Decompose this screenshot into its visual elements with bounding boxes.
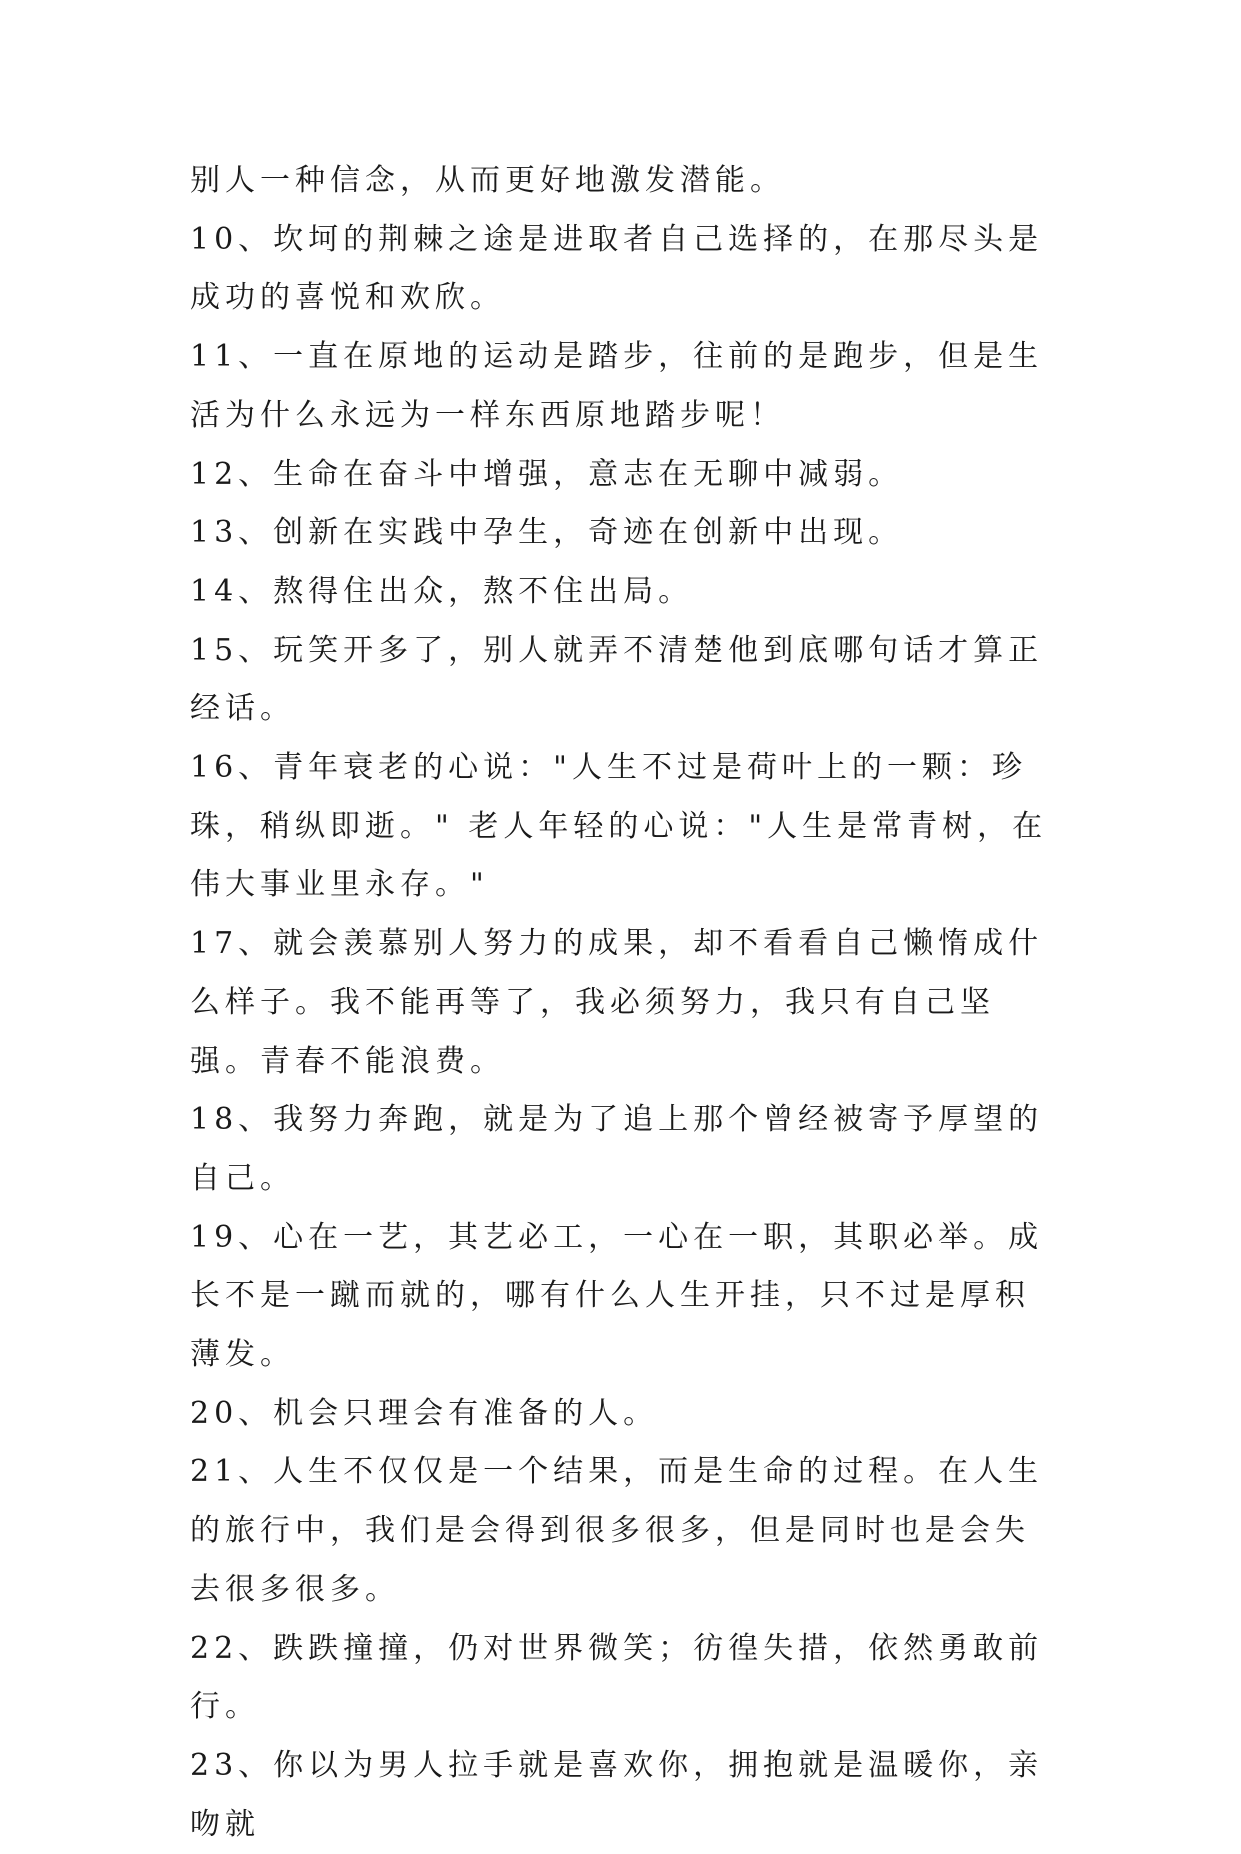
paragraph-item-17: 17、就会羡慕别人努力的成果，却不看看自己懒惰成什么样子。我不能再等了，我必须努力，我只有自己坚强。青春不能浪费。 <box>190 926 1044 1079</box>
paragraph-item-12: 12、生命在奋斗中增强，意志在无聊中减弱。 <box>190 456 904 492</box>
paragraph-item-11: 11、一直在原地的运动是踏步，往前的是跑步，但是生活为什么永远为一样东西原地踏步呢！ <box>190 339 1044 433</box>
paragraph-item-13: 13、创新在实践中孕生，奇迹在创新中出现。 <box>190 515 904 551</box>
paragraph-item-22: 22、跌跌撞撞，仍对世界微笑；彷徨失措，依然勇敢前行。 <box>190 1630 1044 1725</box>
paragraph-item-16: 16、青年衰老的心说："人生不过是荷叶上的一颗：珍珠，稍纵即逝。" 老人年轻的心说："人生是常青树，在伟大事业里永存。" <box>190 750 1048 903</box>
paragraph-continuation: 别人一种信念，从而更好地激发潜能。 <box>190 163 785 198</box>
paragraph-item-10: 10、坎坷的荆棘之途是进取者自己选择的，在那尽头是成功的喜悦和欢欣。 <box>190 221 1044 316</box>
paragraph-item-23: 23、你以为男人拉手就是喜欢你，拥抱就是温暖你，亲吻就 <box>190 1747 1044 1842</box>
paragraph-item-14: 14、熬得住出众，熬不住出局。 <box>190 573 694 609</box>
paragraph-item-15: 15、玩笑开多了，别人就弄不清楚他到底哪句话才算正经话。 <box>190 632 1044 727</box>
document-body <box>190 152 1060 1854</box>
paragraph-item-21: 21、人生不仅仅是一个结果，而是生命的过程。在人生的旅行中，我们是会得到很多很多，但是同时也是会失去很多很多。 <box>190 1454 1044 1607</box>
paragraph-item-19: 19、心在一艺，其艺必工，一心在一职，其职必举。成长不是一蹴而就的，哪有什么人生开挂，只不过是厚积薄发。 <box>190 1219 1044 1373</box>
paragraph-item-18: 18、我努力奔跑，就是为了追上那个曾经被寄予厚望的自己。 <box>190 1102 1044 1196</box>
paragraph-item-20: 20、机会只理会有准备的人。 <box>190 1395 659 1431</box>
